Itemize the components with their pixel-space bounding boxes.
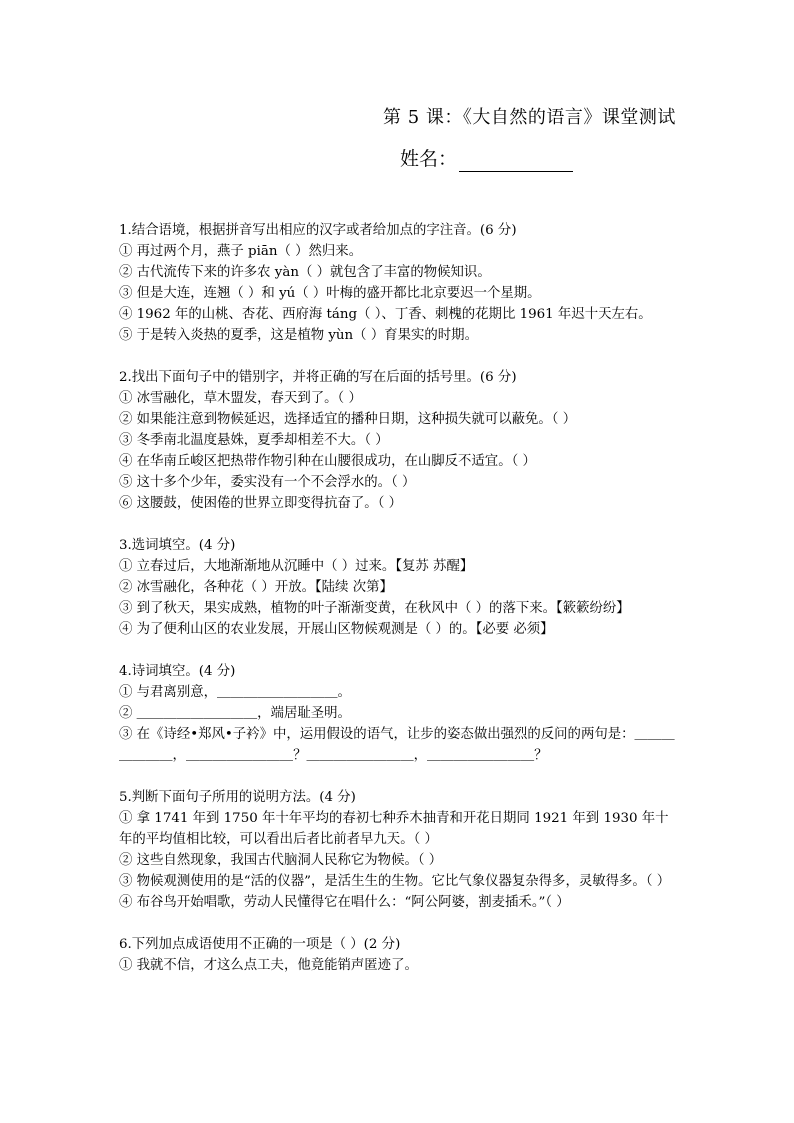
question-item: ④ 为了便利山区的农业发展，开展山区物候观测是（ ）的。【必要 必须】 (119, 622, 554, 637)
question-item: ③ 冬季南北温度悬姝，夏季却相差不大。（ ） (119, 433, 389, 448)
question-heading: 3.选词填空。(4 分) (119, 538, 236, 553)
question-heading: 2.找出下面句子中的错别字，并将正确的写在后面的括号里。(6 分) (119, 370, 517, 385)
question-heading: 1.结合语境，根据拼音写出相应的汉字或者给加点的字注音。(6 分) (119, 223, 517, 238)
question-item: ② 冰雪融化，各种花（ ）开放。【陆续 次第】 (119, 580, 393, 595)
question-3 (119, 535, 679, 640)
question-item: ③ 在《诗经•郑风•子衿》中，运用假设的语气，让步的姿态做出强烈的反问的两句是：＿＿＿＿＿＿＿，＿＿＿＿＿＿＿＿？＿＿＿＿＿＿＿＿，＿＿＿＿＿＿＿＿？ (119, 727, 675, 763)
question-item: ③ 物候观测使用的是“活的仪器”，是活生生的生物。它比气象仪器复杂得多，灵敏得多。（ ） (119, 874, 671, 889)
question-item: ① 再过两个月，燕子 piān（ ）然归来。 (119, 244, 363, 259)
question-item: ⑥ 这腰鼓，使困倦的世界立即变得抗奋了。（ ） (119, 496, 403, 511)
question-item: ③ 但是大连，连翘（ ）和 yú（ ）叶梅的盛开都比北京要迟一个星期。 (119, 286, 541, 301)
question-item: ① 拿 1741 年到 1750 年十年平均的春初七种乔木抽青和开花日期同 1921 年到 1930 年十年的平均值相比较，可以看出后者比前者早九天。（ ） (119, 811, 669, 847)
question-item: ② 如果能注意到物候延迟，选择适宜的播种日期，这种损失就可以蔽免。（ ） (119, 412, 577, 427)
question-item: ① 立春过后，大地渐渐地从沉睡中（ ）过来。【复苏 苏醒】 (119, 559, 474, 574)
question-item: ① 冰雪融化，草木盟发，春天到了。（ ） (119, 391, 362, 406)
question-item: ② 古代流传下来的许多农 yàn（ ）就包含了丰富的物候知识。 (119, 265, 491, 280)
question-6 (119, 934, 679, 976)
question-item: ④ 1962 年的山桃、杏花、西府海 táng（ ）、丁香、刺槐的花期比 1961 年迟十天左右。 (119, 307, 652, 322)
name-label: 姓名： (400, 148, 458, 170)
question-item: ④ 布谷鸟开始唱歌，劳动人民懂得它在唱什么：“阿公阿婆，割麦插禾。”（ ） (119, 895, 570, 910)
question-list (119, 220, 679, 997)
question-4 (119, 661, 679, 766)
question-item: ⑤ 这十多个少年，委实没有一个不会浮水的。（ ） (119, 475, 416, 490)
question-heading: 4.诗词填空。(4 分) (119, 664, 236, 679)
question-item: ① 我就不信，才这么点工夫，他竟能销声匿迹了。 (119, 958, 418, 973)
question-item: ④ 在华南丘峻区把热带作物引种在山腰很成功，在山脚反不适宜。（ ） (119, 454, 536, 469)
question-heading: 5.判断下面句子所用的说明方法。(4 分) (119, 790, 356, 805)
question-item: ③ 到了秋天，果实成熟，植物的叶子渐渐变黄，在秋风中（ ）的落下来。【簌簌纷纷】 (119, 601, 630, 616)
question-heading: 6.下列加点成语使用不正确的一项是（ ）(2 分) (119, 937, 401, 952)
question-1 (119, 220, 679, 346)
page-title: 第 5 课：《大自然的语言》课堂测试 (383, 107, 676, 128)
question-item: ⑤ 于是转入炎热的夏季，这是植物 yùn（ ）育果实的时期。 (119, 328, 478, 343)
question-2 (119, 367, 679, 514)
question-item: ② 这些自然现象，我国古代脑洞人民称它为物候。（ ） (119, 853, 443, 868)
question-item: ② ＿＿＿＿＿＿＿＿＿，端居耻圣明。 (119, 706, 351, 721)
question-item: ① 与君离别意，＿＿＿＿＿＿＿＿＿。 (119, 685, 351, 700)
name-blank[interactable] (459, 151, 573, 172)
question-5 (119, 787, 679, 913)
name-field (400, 146, 573, 172)
